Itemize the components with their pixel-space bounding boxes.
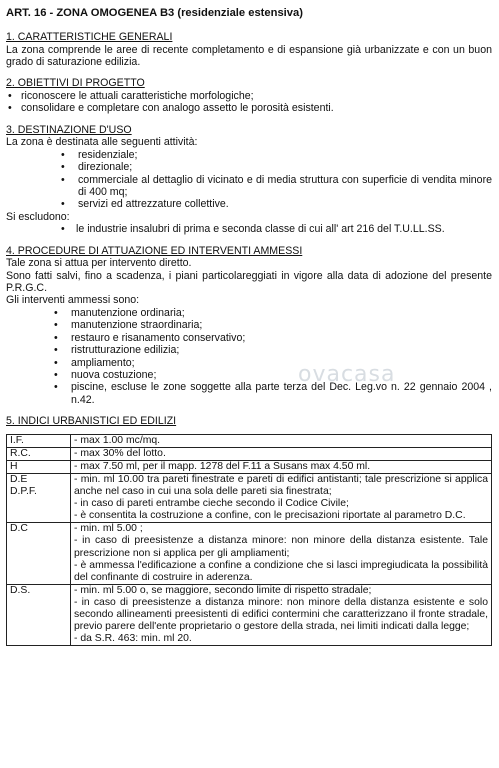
- parameter-cell: R.C.: [7, 447, 71, 460]
- section-heading: 2. OBIETTIVI DI PROGETTO: [6, 77, 145, 90]
- bullet-list: [6, 307, 492, 406]
- list-item: • direzionale;: [6, 161, 492, 173]
- table-row: [7, 434, 492, 447]
- list-item: • manutenzione straordinaria;: [6, 319, 492, 331]
- list-item: • residenziale;: [6, 149, 492, 161]
- list-item: • consolidare e completare con analogo assetto le porosità esistenti.: [6, 102, 492, 114]
- document-page: [6, 4, 492, 655]
- indices-table: [6, 434, 492, 647]
- section-procedures: [6, 245, 492, 406]
- article-title: ART. 16 - ZONA OMOGENEA B3 (residenziale estensiva): [6, 7, 303, 19]
- list-item: • ampliamento;: [6, 357, 492, 369]
- list-item: • commerciale al dettaglio di vicinato e di media struttura con superficie di vendita minore di 400 mq;: [6, 174, 492, 199]
- table-row: [7, 523, 492, 584]
- value-line: - in caso di pareti entrambe cieche secondo il Codice Civile;: [74, 498, 349, 510]
- paragraph: Tale zona si attua per intervento diretto.: [6, 257, 192, 270]
- watermark: ovacasa: [298, 362, 396, 387]
- bullet-list: [6, 149, 492, 211]
- value-line: - max 7.50 ml, per il mapp. 1278 del F.11 a Susans max 4.50 ml.: [74, 460, 371, 472]
- value-line: - max 30% del lotto.: [74, 447, 166, 459]
- value-line: - in caso di preesistenze a distanza minore: non minore della distanza esistente e solo secondo allineamenti preesistenti di edifici contermini che caratterizzano il fronte stradale, previo parere dell'ente proprietario o gestore della strada, nei limiti indicati dalla legge;: [74, 596, 488, 633]
- list-item: • restauro e risanamento conservativo;: [6, 332, 492, 344]
- value-line: - da S.R. 463: min. ml 20.: [74, 633, 192, 645]
- value-line: - è ammessa l'edificazione a confine a condizione che si lasci impregiudicata la possibilità del confinante di costruire in aderenza.: [74, 559, 488, 583]
- value-cell: [71, 447, 492, 460]
- table-row: [7, 460, 492, 473]
- section-heading: 3. DESTINAZIONE D'USO: [6, 123, 132, 136]
- section-heading: 5. INDICI URBANISTICI ED EDILIZI: [6, 415, 177, 428]
- paragraph: Gli interventi ammessi sono:: [6, 294, 140, 307]
- paragraph: Si escludono:: [6, 210, 70, 223]
- section-use: [6, 124, 492, 236]
- value-line: - in caso di preesistenze a distanza minore: non minore della distanza esistente. Tale prescrizione non si applica per gli ampliamenti;: [74, 535, 488, 559]
- list-item: • riconoscere le attuali caratteristiche morfologiche;: [6, 90, 492, 102]
- table-row: [7, 447, 492, 460]
- paragraph: La zona è destinata alle seguenti attività:: [6, 136, 198, 149]
- list-item: • servizi ed attrezzature collettive.: [6, 198, 492, 210]
- value-cell: [71, 434, 492, 447]
- list-item: • nuova costuzione;: [6, 369, 492, 381]
- table-row: [7, 584, 492, 645]
- section-heading: 1. CARATTERISTICHE GENERALI: [6, 31, 173, 43]
- section-heading: 4. PROCEDURE DI ATTUAZIONE ED INTERVENTI AMMESSI: [6, 244, 303, 257]
- value-line: - min. ml 5.00 o, se maggiore, secondo limite di rispetto stradale;: [74, 584, 372, 596]
- section-general: [6, 31, 492, 68]
- parameter-cell: D.S.: [7, 584, 71, 645]
- parameter-cell: H: [7, 460, 71, 473]
- section-objectives: [6, 77, 492, 114]
- indices-table-body: [7, 434, 492, 646]
- paragraph: Sono fatti salvi, fino a scadenza, i piani particolareggiati in vigore alla data di adozione del presente P.R.G.C.: [6, 269, 492, 295]
- parameter-cell: D.E D.P.F.: [7, 474, 71, 523]
- table-row: [7, 474, 492, 523]
- parameter-cell: D.C: [7, 523, 71, 584]
- value-cell: [71, 523, 492, 584]
- value-cell: [71, 460, 492, 473]
- section-indices: [6, 415, 492, 646]
- value-line: - min. ml 10.00 tra pareti finestrate e pareti di edifici antistanti; tale prescrizione si applica anche nel caso in cui una sola delle pareti sia finestrata;: [74, 474, 488, 498]
- list-item: • manutenzione ordinaria;: [6, 307, 492, 319]
- bullet-list: [6, 90, 492, 115]
- parameter-cell: I.F.: [7, 434, 71, 447]
- paragraph: La zona comprende le aree di recente completamento e di espansione già urbanizzate e con un buon grado di saturazione edilizia.: [6, 43, 492, 68]
- value-cell: [71, 474, 492, 523]
- value-line: - è consentita la costruzione a confine, con le precisazioni riportate al parametro D.C.: [74, 510, 466, 522]
- list-item: • ristrutturazione edilizia;: [6, 344, 492, 356]
- value-cell: [71, 584, 492, 645]
- list-item: • le industrie insalubri di prima e seconda classe di cui all' art 216 del T.U.LL.SS.: [6, 223, 492, 235]
- bullet-list: [6, 223, 492, 235]
- value-line: - max 1.00 mc/mq.: [74, 434, 161, 446]
- list-item: • piscine, escluse le zone soggette alla parte terza del Dec. Leg.vo n. 22 gennaio 2004 , n.42.: [6, 381, 492, 406]
- value-line: - min. ml 5.00 ;: [74, 523, 143, 535]
